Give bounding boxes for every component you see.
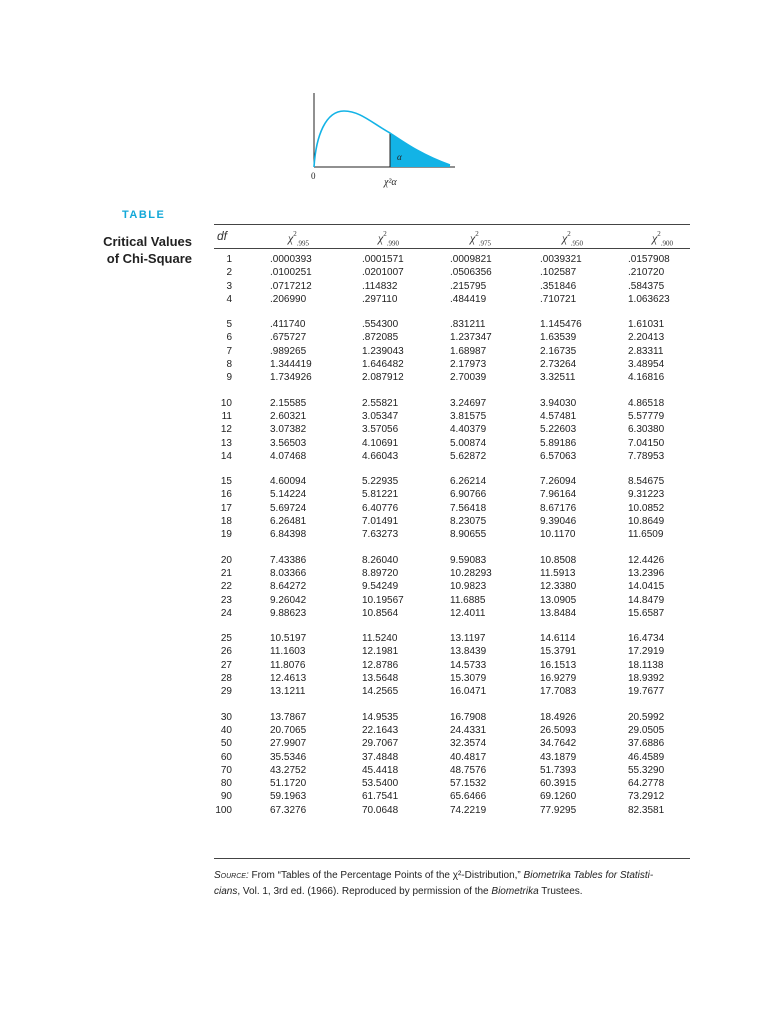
value-cell: 7.26094 — [540, 476, 577, 488]
df-cell: 9 — [226, 372, 232, 384]
header-col-995: $\chi^2_{.995}$ — [288, 230, 310, 248]
table-title-line1: Critical Values — [103, 234, 192, 249]
value-cell: 12.4426 — [628, 554, 665, 566]
table-row — [214, 410, 690, 423]
value-cell: 14.8479 — [628, 594, 665, 606]
value-cell: 77.9295 — [540, 804, 577, 816]
value-cell: .0100251 — [270, 267, 312, 279]
value-cell: 15.3791 — [540, 646, 577, 658]
table-row — [214, 777, 690, 790]
value-cell: 9.31223 — [628, 489, 665, 501]
value-cell: 6.30380 — [628, 424, 665, 436]
value-cell: 61.7541 — [362, 791, 399, 803]
density-curve-graphic — [300, 85, 460, 195]
value-cell: 1.239043 — [362, 345, 404, 357]
value-cell: 9.54249 — [362, 581, 399, 593]
table-row — [214, 790, 690, 803]
value-cell: .215795 — [450, 280, 487, 292]
value-cell: .0039321 — [540, 254, 582, 265]
table-row — [214, 659, 690, 672]
value-cell: .297110 — [362, 293, 398, 305]
df-cell: 23 — [220, 594, 232, 606]
table-row — [214, 358, 690, 371]
value-cell: 13.0905 — [540, 594, 577, 606]
value-cell: 35.5346 — [270, 751, 307, 763]
df-cell: 16 — [220, 489, 232, 501]
source-title-cont: cians — [214, 886, 238, 897]
df-cell: 4 — [226, 293, 232, 305]
value-cell: 65.6466 — [450, 791, 487, 803]
value-cell: 4.57481 — [540, 410, 577, 422]
value-cell: 8.26040 — [362, 554, 399, 566]
critical-value-label: χ²α — [384, 177, 397, 188]
value-cell: 11.1603 — [270, 646, 306, 658]
df-cell: 24 — [220, 607, 232, 619]
row-group — [214, 554, 690, 620]
value-cell: 4.07468 — [270, 450, 307, 462]
df-cell: 27 — [220, 659, 232, 671]
value-cell: 6.26214 — [450, 476, 487, 488]
df-cell: 80 — [220, 778, 232, 790]
df-cell: 30 — [220, 711, 232, 723]
value-cell: 8.89720 — [362, 567, 399, 579]
value-cell: 16.1513 — [540, 659, 577, 671]
df-cell: 19 — [220, 529, 232, 541]
header-df: df — [217, 229, 228, 243]
table-top-rule — [214, 224, 690, 225]
value-cell: 5.00874 — [450, 437, 487, 449]
value-cell: 67.3276 — [270, 804, 307, 816]
value-cell: 9.39046 — [540, 516, 577, 528]
value-cell: 19.7677 — [628, 686, 665, 698]
value-cell: 3.24697 — [450, 397, 487, 409]
value-cell: 6.90766 — [450, 489, 487, 501]
value-cell: .0009821 — [450, 254, 492, 265]
df-cell: 13 — [220, 437, 232, 449]
value-cell: 3.48954 — [628, 359, 665, 371]
value-cell: 20.5992 — [628, 711, 665, 723]
value-cell: 12.8786 — [362, 659, 399, 671]
value-cell: .0001571 — [362, 254, 404, 265]
df-cell: 18 — [220, 516, 232, 528]
table-row — [214, 253, 690, 266]
value-cell: 7.78953 — [628, 450, 665, 462]
table-row — [214, 488, 690, 501]
value-cell: 16.9279 — [540, 673, 577, 685]
source-text: From “Tables of the Percentage Points of the χ²-Distribution,” — [248, 870, 524, 881]
value-cell: 16.4734 — [628, 633, 665, 645]
value-cell: .206990 — [270, 293, 307, 305]
value-cell: .675727 — [270, 332, 307, 344]
table-row — [214, 764, 690, 777]
df-cell: 40 — [220, 724, 232, 736]
value-cell: 14.6114 — [540, 633, 576, 645]
value-cell: 12.4011 — [450, 607, 486, 619]
value-cell: 73.2912 — [628, 791, 665, 803]
value-cell: 13.1211 — [270, 686, 306, 698]
df-cell: 60 — [220, 751, 232, 763]
value-cell: 3.05347 — [362, 410, 399, 422]
value-cell: 59.1963 — [270, 791, 307, 803]
table-row — [214, 280, 690, 293]
value-cell: 2.83311 — [628, 345, 664, 357]
value-cell: .831211 — [450, 319, 486, 331]
value-cell: 6.26481 — [270, 516, 307, 528]
value-cell: 82.3581 — [628, 804, 665, 816]
value-cell: 6.40776 — [362, 502, 399, 514]
value-cell: 53.5400 — [362, 778, 399, 790]
value-cell: 11.6885 — [450, 594, 486, 606]
value-cell: 55.3290 — [628, 764, 665, 776]
df-cell: 2 — [226, 267, 232, 279]
value-cell: .0717212 — [270, 280, 312, 292]
source-name: Biometrika — [491, 886, 539, 897]
value-cell: 5.81221 — [362, 489, 399, 501]
table-row — [214, 804, 690, 817]
value-cell: 3.81575 — [450, 410, 487, 422]
value-cell: 16.7908 — [450, 711, 487, 723]
value-cell: 10.19567 — [362, 594, 404, 606]
source-title: Biometrika Tables for Statisti- — [523, 870, 654, 881]
value-cell: 3.56503 — [270, 437, 307, 449]
value-cell: 11.6509 — [628, 529, 664, 541]
table-row — [214, 502, 690, 515]
table-title — [90, 233, 192, 267]
table-row — [214, 567, 690, 580]
value-cell: 14.2565 — [362, 686, 399, 698]
value-cell: .872085 — [362, 332, 399, 344]
value-cell: 1.237347 — [450, 332, 492, 344]
header-col-990: $\chi^2_{.990}$ — [378, 230, 400, 248]
table-tag: TABLE — [122, 209, 166, 221]
value-cell: 10.9823 — [450, 581, 487, 593]
value-cell: 13.8484 — [540, 607, 577, 619]
value-cell: 9.26042 — [270, 594, 307, 606]
value-cell: .710721 — [540, 293, 577, 305]
header-col-975: $\chi^2_{.975}$ — [470, 230, 492, 248]
value-cell: .989265 — [270, 345, 307, 357]
value-cell: 14.9535 — [362, 711, 399, 723]
table-row — [214, 645, 690, 658]
value-cell: 2.70039 — [450, 372, 487, 384]
value-cell: 22.1643 — [362, 724, 399, 736]
value-cell: 57.1532 — [450, 778, 487, 790]
table-row — [214, 672, 690, 685]
value-cell: 46.4589 — [628, 751, 665, 763]
table-row — [214, 580, 690, 593]
value-cell: 14.0415 — [628, 581, 665, 593]
value-cell: 10.8508 — [540, 554, 577, 566]
table-row — [214, 594, 690, 607]
value-cell: 17.2919 — [628, 646, 665, 658]
table-row — [214, 711, 690, 724]
value-cell: 12.4613 — [270, 673, 307, 685]
df-cell: 50 — [220, 738, 232, 750]
value-cell: 11.5240 — [362, 633, 398, 645]
table-row — [214, 737, 690, 750]
value-cell: 6.57063 — [540, 450, 577, 462]
value-cell: 13.2396 — [628, 567, 665, 579]
value-cell: 5.89186 — [540, 437, 577, 449]
value-cell: 5.14224 — [270, 489, 307, 501]
value-cell: .411740 — [270, 319, 306, 331]
value-cell: 3.32511 — [540, 372, 576, 384]
value-cell: 60.3915 — [540, 778, 577, 790]
table-row — [214, 371, 690, 384]
value-cell: 15.6587 — [628, 607, 665, 619]
header-col-950: $\chi^2_{.950}$ — [562, 230, 584, 248]
value-cell: 1.734926 — [270, 372, 312, 384]
value-cell: 6.84398 — [270, 529, 307, 541]
value-cell: 18.1138 — [628, 659, 664, 671]
header-col-900: $\chi^2_{.900}$ — [652, 230, 674, 248]
value-cell: 5.62872 — [450, 450, 487, 462]
value-cell: 1.063623 — [628, 293, 670, 305]
value-cell: 2.16735 — [540, 345, 577, 357]
alpha-label: α — [397, 152, 402, 162]
value-cell: 10.1170 — [540, 529, 576, 541]
df-cell: 70 — [220, 764, 232, 776]
value-cell: 7.01491 — [362, 516, 399, 528]
value-cell: 69.1260 — [540, 791, 577, 803]
df-cell: 26 — [220, 646, 232, 658]
value-cell: 51.7393 — [540, 764, 577, 776]
value-cell: 9.59083 — [450, 554, 487, 566]
value-cell: 40.4817 — [450, 751, 487, 763]
table-row — [214, 450, 690, 463]
table-row — [214, 528, 690, 541]
value-cell: 10.8649 — [628, 516, 665, 528]
table-row — [214, 475, 690, 488]
df-cell: 22 — [220, 581, 232, 593]
df-cell: 5 — [226, 319, 232, 331]
df-cell: 17 — [220, 502, 232, 514]
value-cell: 2.087912 — [362, 372, 404, 384]
value-cell: 11.5913 — [540, 567, 576, 579]
value-cell: 5.22935 — [362, 476, 399, 488]
value-cell: 1.63539 — [540, 332, 577, 344]
source-text-end: Trustees. — [538, 886, 583, 897]
value-cell: 18.4926 — [540, 711, 577, 723]
table-header-rule — [214, 248, 690, 249]
value-cell: 10.8564 — [362, 607, 399, 619]
value-cell: .584375 — [628, 280, 665, 292]
value-cell: .351846 — [540, 280, 577, 292]
df-cell: 8 — [226, 359, 232, 371]
value-cell: 11.8076 — [270, 659, 306, 671]
df-cell: 14 — [220, 450, 232, 462]
value-cell: 64.2778 — [628, 778, 665, 790]
table-row — [214, 607, 690, 620]
row-group — [214, 632, 690, 698]
value-cell: 10.0852 — [628, 502, 665, 514]
source-note — [214, 868, 684, 900]
value-cell: 14.5733 — [450, 659, 487, 671]
table-row — [214, 685, 690, 698]
value-cell: .0201007 — [362, 267, 404, 279]
df-cell: 10 — [220, 397, 232, 409]
value-cell: 4.10691 — [362, 437, 399, 449]
value-cell: 37.4848 — [362, 751, 399, 763]
value-cell: 12.1981 — [362, 646, 399, 658]
value-cell: 2.15585 — [270, 397, 307, 409]
value-cell: 13.8439 — [450, 646, 487, 658]
value-cell: 27.9907 — [270, 738, 307, 750]
table-row — [214, 515, 690, 528]
value-cell: 20.7065 — [270, 724, 307, 736]
chi-square-density-figure — [300, 85, 460, 195]
table-row — [214, 318, 690, 331]
value-cell: 48.7576 — [450, 764, 487, 776]
value-cell: 3.07382 — [270, 424, 307, 436]
value-cell: 24.4331 — [450, 724, 487, 736]
value-cell: 26.5093 — [540, 724, 577, 736]
value-cell: 43.2752 — [270, 764, 307, 776]
value-cell: .484419 — [450, 293, 487, 305]
value-cell: 2.55821 — [362, 397, 399, 409]
value-cell: 1.646482 — [362, 359, 404, 371]
value-cell: 74.2219 — [450, 804, 487, 816]
df-cell: 25 — [220, 633, 232, 645]
value-cell: 7.43386 — [270, 554, 307, 566]
value-cell: 5.22603 — [540, 424, 577, 436]
df-cell: 20 — [220, 554, 232, 566]
df-cell: 15 — [220, 476, 232, 488]
value-cell: 12.3380 — [540, 581, 577, 593]
row-group — [214, 397, 690, 463]
value-cell: 34.7642 — [540, 738, 577, 750]
value-cell: 8.54675 — [628, 476, 665, 488]
value-cell: 2.20413 — [628, 332, 665, 344]
table-row — [214, 437, 690, 450]
value-cell: 9.88623 — [270, 607, 307, 619]
table-body — [214, 253, 690, 829]
value-cell: 3.94030 — [540, 397, 577, 409]
value-cell: 1.61031 — [628, 319, 665, 331]
value-cell: 51.1720 — [270, 778, 307, 790]
row-group — [214, 711, 690, 817]
value-cell: 37.6886 — [628, 738, 665, 750]
value-cell: 2.73264 — [540, 359, 577, 371]
value-cell: 13.5648 — [362, 673, 399, 685]
df-cell: 21 — [220, 567, 232, 579]
table-row — [214, 724, 690, 737]
value-cell: 17.7083 — [540, 686, 577, 698]
value-cell: 8.23075 — [450, 516, 487, 528]
value-cell: 13.1197 — [450, 633, 486, 645]
table-row — [214, 293, 690, 306]
df-cell: 29 — [220, 686, 232, 698]
value-cell: 16.0471 — [450, 686, 487, 698]
value-cell: 4.40379 — [450, 424, 487, 436]
value-cell: 2.17973 — [450, 359, 487, 371]
value-cell: 32.3574 — [450, 738, 487, 750]
value-cell: 4.16816 — [628, 372, 665, 384]
table-row — [214, 331, 690, 344]
table-row — [214, 397, 690, 410]
value-cell: .114832 — [362, 280, 398, 292]
table-row — [214, 554, 690, 567]
df-cell: 1 — [226, 254, 232, 265]
row-group — [214, 318, 690, 384]
value-cell: 29.7067 — [362, 738, 399, 750]
value-cell: .0000393 — [270, 254, 312, 265]
value-cell: 13.7867 — [270, 711, 307, 723]
table-bottom-rule — [214, 858, 690, 859]
value-cell: 4.86518 — [628, 397, 665, 409]
table-row — [214, 423, 690, 436]
value-cell: 8.03366 — [270, 567, 307, 579]
value-cell: .102587 — [540, 267, 577, 279]
value-cell: 5.69724 — [270, 502, 307, 514]
source-label: Source: — [214, 870, 249, 881]
value-cell: 1.68987 — [450, 345, 487, 357]
value-cell: .210720 — [628, 267, 665, 279]
value-cell: 3.57056 — [362, 424, 399, 436]
df-cell: 7 — [226, 345, 232, 357]
value-cell: 29.0505 — [628, 724, 665, 736]
table-row — [214, 345, 690, 358]
value-cell: 1.344419 — [270, 359, 312, 371]
value-cell: 2.60321 — [270, 410, 307, 422]
table-title-line2: of Chi-Square — [106, 251, 192, 266]
table-row — [214, 632, 690, 645]
value-cell: 8.64272 — [270, 581, 307, 593]
value-cell: 10.5197 — [270, 633, 307, 645]
value-cell: 43.1879 — [540, 751, 577, 763]
value-cell: 8.67176 — [540, 502, 577, 514]
row-group — [214, 475, 690, 541]
value-cell: 70.0648 — [362, 804, 399, 816]
df-cell: 3 — [226, 280, 232, 292]
value-cell: 45.4418 — [362, 764, 399, 776]
value-cell: 7.04150 — [628, 437, 665, 449]
value-cell: .554300 — [362, 319, 399, 331]
row-group — [214, 253, 690, 306]
value-cell: 10.28293 — [450, 567, 492, 579]
value-cell: 7.63273 — [362, 529, 399, 541]
table-row — [214, 751, 690, 764]
source-text-cont: , Vol. 1, 3rd ed. (1966). Reproduced by permission of the — [237, 886, 492, 897]
df-cell: 90 — [220, 791, 232, 803]
value-cell: 8.90655 — [450, 529, 487, 541]
df-cell: 12 — [220, 424, 232, 436]
origin-label: 0 — [311, 171, 316, 181]
df-cell: 100 — [215, 804, 232, 816]
value-cell: 4.60094 — [270, 476, 307, 488]
value-cell: 4.66043 — [362, 450, 399, 462]
table-row — [214, 266, 690, 279]
df-cell: 28 — [220, 673, 232, 685]
value-cell: 7.56418 — [450, 502, 487, 514]
value-cell: .0157908 — [628, 254, 670, 265]
value-cell: 1.145476 — [540, 319, 582, 331]
value-cell: 15.3079 — [450, 673, 487, 685]
value-cell: 7.96164 — [540, 489, 577, 501]
df-cell: 6 — [226, 332, 232, 344]
value-cell: .0506356 — [450, 267, 492, 279]
df-cell: 11 — [221, 410, 232, 422]
value-cell: 18.9392 — [628, 673, 665, 685]
value-cell: 5.57779 — [628, 410, 665, 422]
